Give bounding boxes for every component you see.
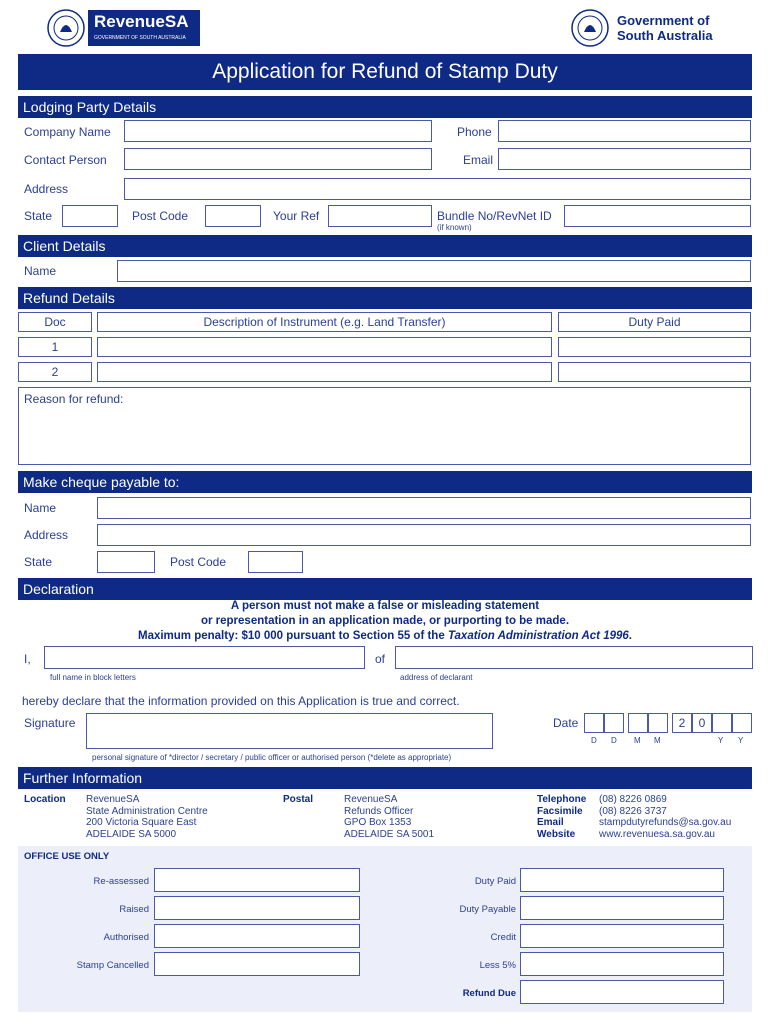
telephone-value: (08) 8226 0869	[599, 794, 667, 805]
penalty-text: Maximum penalty: $10 000 pursuant to Section 55 of the	[137, 630, 448, 642]
raised-field[interactable]	[154, 896, 360, 920]
credit-label: Credit	[490, 932, 516, 943]
location-line: ADELAIDE SA 5000	[86, 828, 177, 840]
cheque-heading: Make cheque payable to:	[18, 471, 752, 493]
stamp-cancelled-field[interactable]	[154, 952, 360, 976]
cheque-name-field[interactable]	[97, 497, 751, 519]
penalty-end: .	[628, 630, 632, 642]
date-day-1[interactable]	[584, 713, 604, 733]
hereby-text: hereby declare that the information provided on this Application is true and correct.	[22, 694, 460, 708]
state-label: State	[24, 209, 53, 223]
cheque-post-code-label: Post Code	[170, 555, 227, 569]
contact-person-field[interactable]	[124, 148, 432, 170]
location-line: State Administration Centre	[86, 805, 208, 817]
declaration-line-3	[0, 630, 770, 642]
postal-address	[344, 794, 434, 840]
postal-line: ADELAIDE SA 5001	[344, 828, 435, 840]
date-label: Date	[553, 716, 579, 730]
revenuesa-logo	[46, 8, 202, 48]
i-label: I,	[24, 652, 31, 666]
address-note: address of declarant	[400, 673, 473, 682]
date-year-3[interactable]	[712, 713, 732, 733]
brand-tagline: GOVERNMENT OF SOUTH AUSTRALIA	[94, 35, 186, 41]
declarant-address-field[interactable]	[395, 646, 753, 669]
doc-column-header: Doc	[18, 312, 92, 332]
postal-line: GPO Box 1353	[344, 817, 412, 828]
lodging-heading: Lodging Party Details	[18, 96, 752, 118]
post-code-label: Post Code	[132, 209, 189, 223]
office-use-heading: OFFICE USE ONLY	[24, 851, 110, 862]
date-hint-y1: Y	[718, 736, 724, 745]
signature-field[interactable]	[86, 713, 493, 749]
declaration-line-2: or representation in an application made, or purporting to be made.	[200, 615, 570, 627]
sa-crest-icon	[46, 8, 86, 48]
contact-person-label: Contact Person	[24, 153, 107, 167]
of-label: of	[375, 652, 386, 666]
facsimile-label: Facsimile	[537, 805, 583, 817]
website-label: Website	[537, 828, 576, 840]
cheque-address-label: Address	[24, 528, 69, 542]
date-year-4[interactable]	[732, 713, 752, 733]
telephone-label: Telephone	[537, 794, 587, 805]
description-field-1[interactable]	[97, 337, 552, 357]
cheque-name-label: Name	[24, 501, 57, 515]
client-name-field[interactable]	[117, 260, 751, 282]
reassessed-field[interactable]	[154, 868, 360, 892]
bundle-note: (if known)	[437, 223, 472, 232]
location-label: Location	[24, 794, 66, 805]
cheque-state-field[interactable]	[97, 551, 155, 573]
full-name-note: full name in block letters	[50, 673, 136, 682]
email-contact-label: Email	[537, 817, 564, 828]
postal-line: Refunds Officer	[344, 805, 414, 817]
cheque-post-code-field[interactable]	[248, 551, 303, 573]
your-ref-field[interactable]	[328, 205, 432, 227]
date-year-1: 2	[672, 713, 692, 733]
gov-line-2: South Australia	[617, 28, 713, 43]
email-field[interactable]	[498, 148, 751, 170]
date-month-1[interactable]	[628, 713, 648, 733]
refund-due-label: Refund Due	[462, 988, 516, 999]
location-line: 200 Victoria Square East	[86, 817, 197, 828]
gov-crest-icon	[570, 8, 610, 48]
date-hint-d1: D	[591, 736, 597, 745]
date-year-2: 0	[692, 713, 712, 733]
company-name-label: Company Name	[24, 125, 111, 139]
duty-paid-field-1[interactable]	[558, 337, 751, 357]
doc-row-1: 1	[18, 337, 92, 357]
client-heading: Client Details	[18, 235, 752, 257]
less-5-label: Less 5%	[479, 960, 516, 971]
postal-label: Postal	[283, 794, 314, 805]
bundle-label: Bundle No/RevNet ID	[437, 209, 552, 223]
contact-values	[599, 794, 731, 840]
date-hint-m1: M	[634, 736, 641, 745]
office-duty-paid-label: Duty Paid	[474, 876, 516, 887]
signature-label: Signature	[24, 716, 76, 730]
stamp-cancelled-label: Stamp Cancelled	[76, 960, 149, 971]
date-hint-m2: M	[654, 736, 661, 745]
declaration-line-1: A person must not make a false or misleading statement	[230, 600, 540, 612]
less-5-field[interactable]	[520, 952, 724, 976]
signature-note: personal signature of *director / secretary / public officer or authorised person (*delete as appropriate)	[92, 753, 452, 762]
bundle-field[interactable]	[564, 205, 751, 227]
authorised-label: Authorised	[103, 932, 149, 943]
post-code-field[interactable]	[205, 205, 261, 227]
reason-label: Reason for refund:	[24, 392, 124, 406]
state-field[interactable]	[62, 205, 118, 227]
email-link[interactable]: stampdutyrefunds@sa.gov.au	[599, 817, 732, 828]
postal-line: RevenueSA	[344, 794, 398, 805]
declaration-heading: Declaration	[18, 578, 752, 600]
reason-field[interactable]	[18, 387, 751, 465]
credit-field[interactable]	[520, 924, 724, 948]
location-address	[86, 794, 208, 840]
refund-due-field[interactable]	[520, 980, 724, 1004]
address-field[interactable]	[124, 178, 751, 200]
your-ref-label: Your Ref	[273, 209, 320, 223]
client-name-label: Name	[24, 264, 57, 278]
raised-label: Raised	[119, 904, 149, 915]
description-field-2[interactable]	[97, 362, 552, 382]
duty-paid-field-2[interactable]	[558, 362, 751, 382]
phone-field[interactable]	[498, 120, 751, 142]
brand-name: RevenueSA	[94, 12, 189, 31]
email-label: Email	[463, 153, 494, 167]
gov-line-1: Government of	[617, 13, 710, 28]
refund-heading: Refund Details	[18, 287, 752, 309]
form-title: Application for Refund of Stamp Duty	[18, 54, 752, 90]
website-link[interactable]: www.revenuesa.sa.gov.au	[599, 828, 715, 840]
date-hint-d2: D	[611, 736, 617, 745]
contact-labels	[537, 794, 586, 840]
duty-paid-column-header: Duty Paid	[558, 312, 751, 332]
date-hint-y2: Y	[738, 736, 744, 745]
date-day-2[interactable]	[604, 713, 624, 733]
act-name: Taxation Administration Act 1996	[447, 630, 629, 642]
cheque-state-label: State	[24, 555, 53, 569]
government-logo	[570, 8, 730, 48]
office-duty-paid-field[interactable]	[520, 868, 724, 892]
reassessed-label: Re-assessed	[93, 876, 149, 887]
description-column-header: Description of Instrument (e.g. Land Transfer)	[97, 312, 552, 332]
cheque-address-field[interactable]	[97, 524, 751, 546]
further-heading: Further Information	[18, 767, 752, 789]
company-name-field[interactable]	[124, 120, 432, 142]
authorised-field[interactable]	[154, 924, 360, 948]
doc-row-2: 2	[18, 362, 92, 382]
phone-label: Phone	[457, 125, 492, 139]
date-month-2[interactable]	[648, 713, 668, 733]
location-line: RevenueSA	[86, 794, 140, 805]
duty-payable-field[interactable]	[520, 896, 724, 920]
full-name-field[interactable]	[44, 646, 365, 669]
address-label: Address	[24, 182, 69, 196]
facsimile-value: (08) 8226 3737	[599, 805, 667, 817]
duty-payable-label: Duty Payable	[459, 904, 516, 915]
